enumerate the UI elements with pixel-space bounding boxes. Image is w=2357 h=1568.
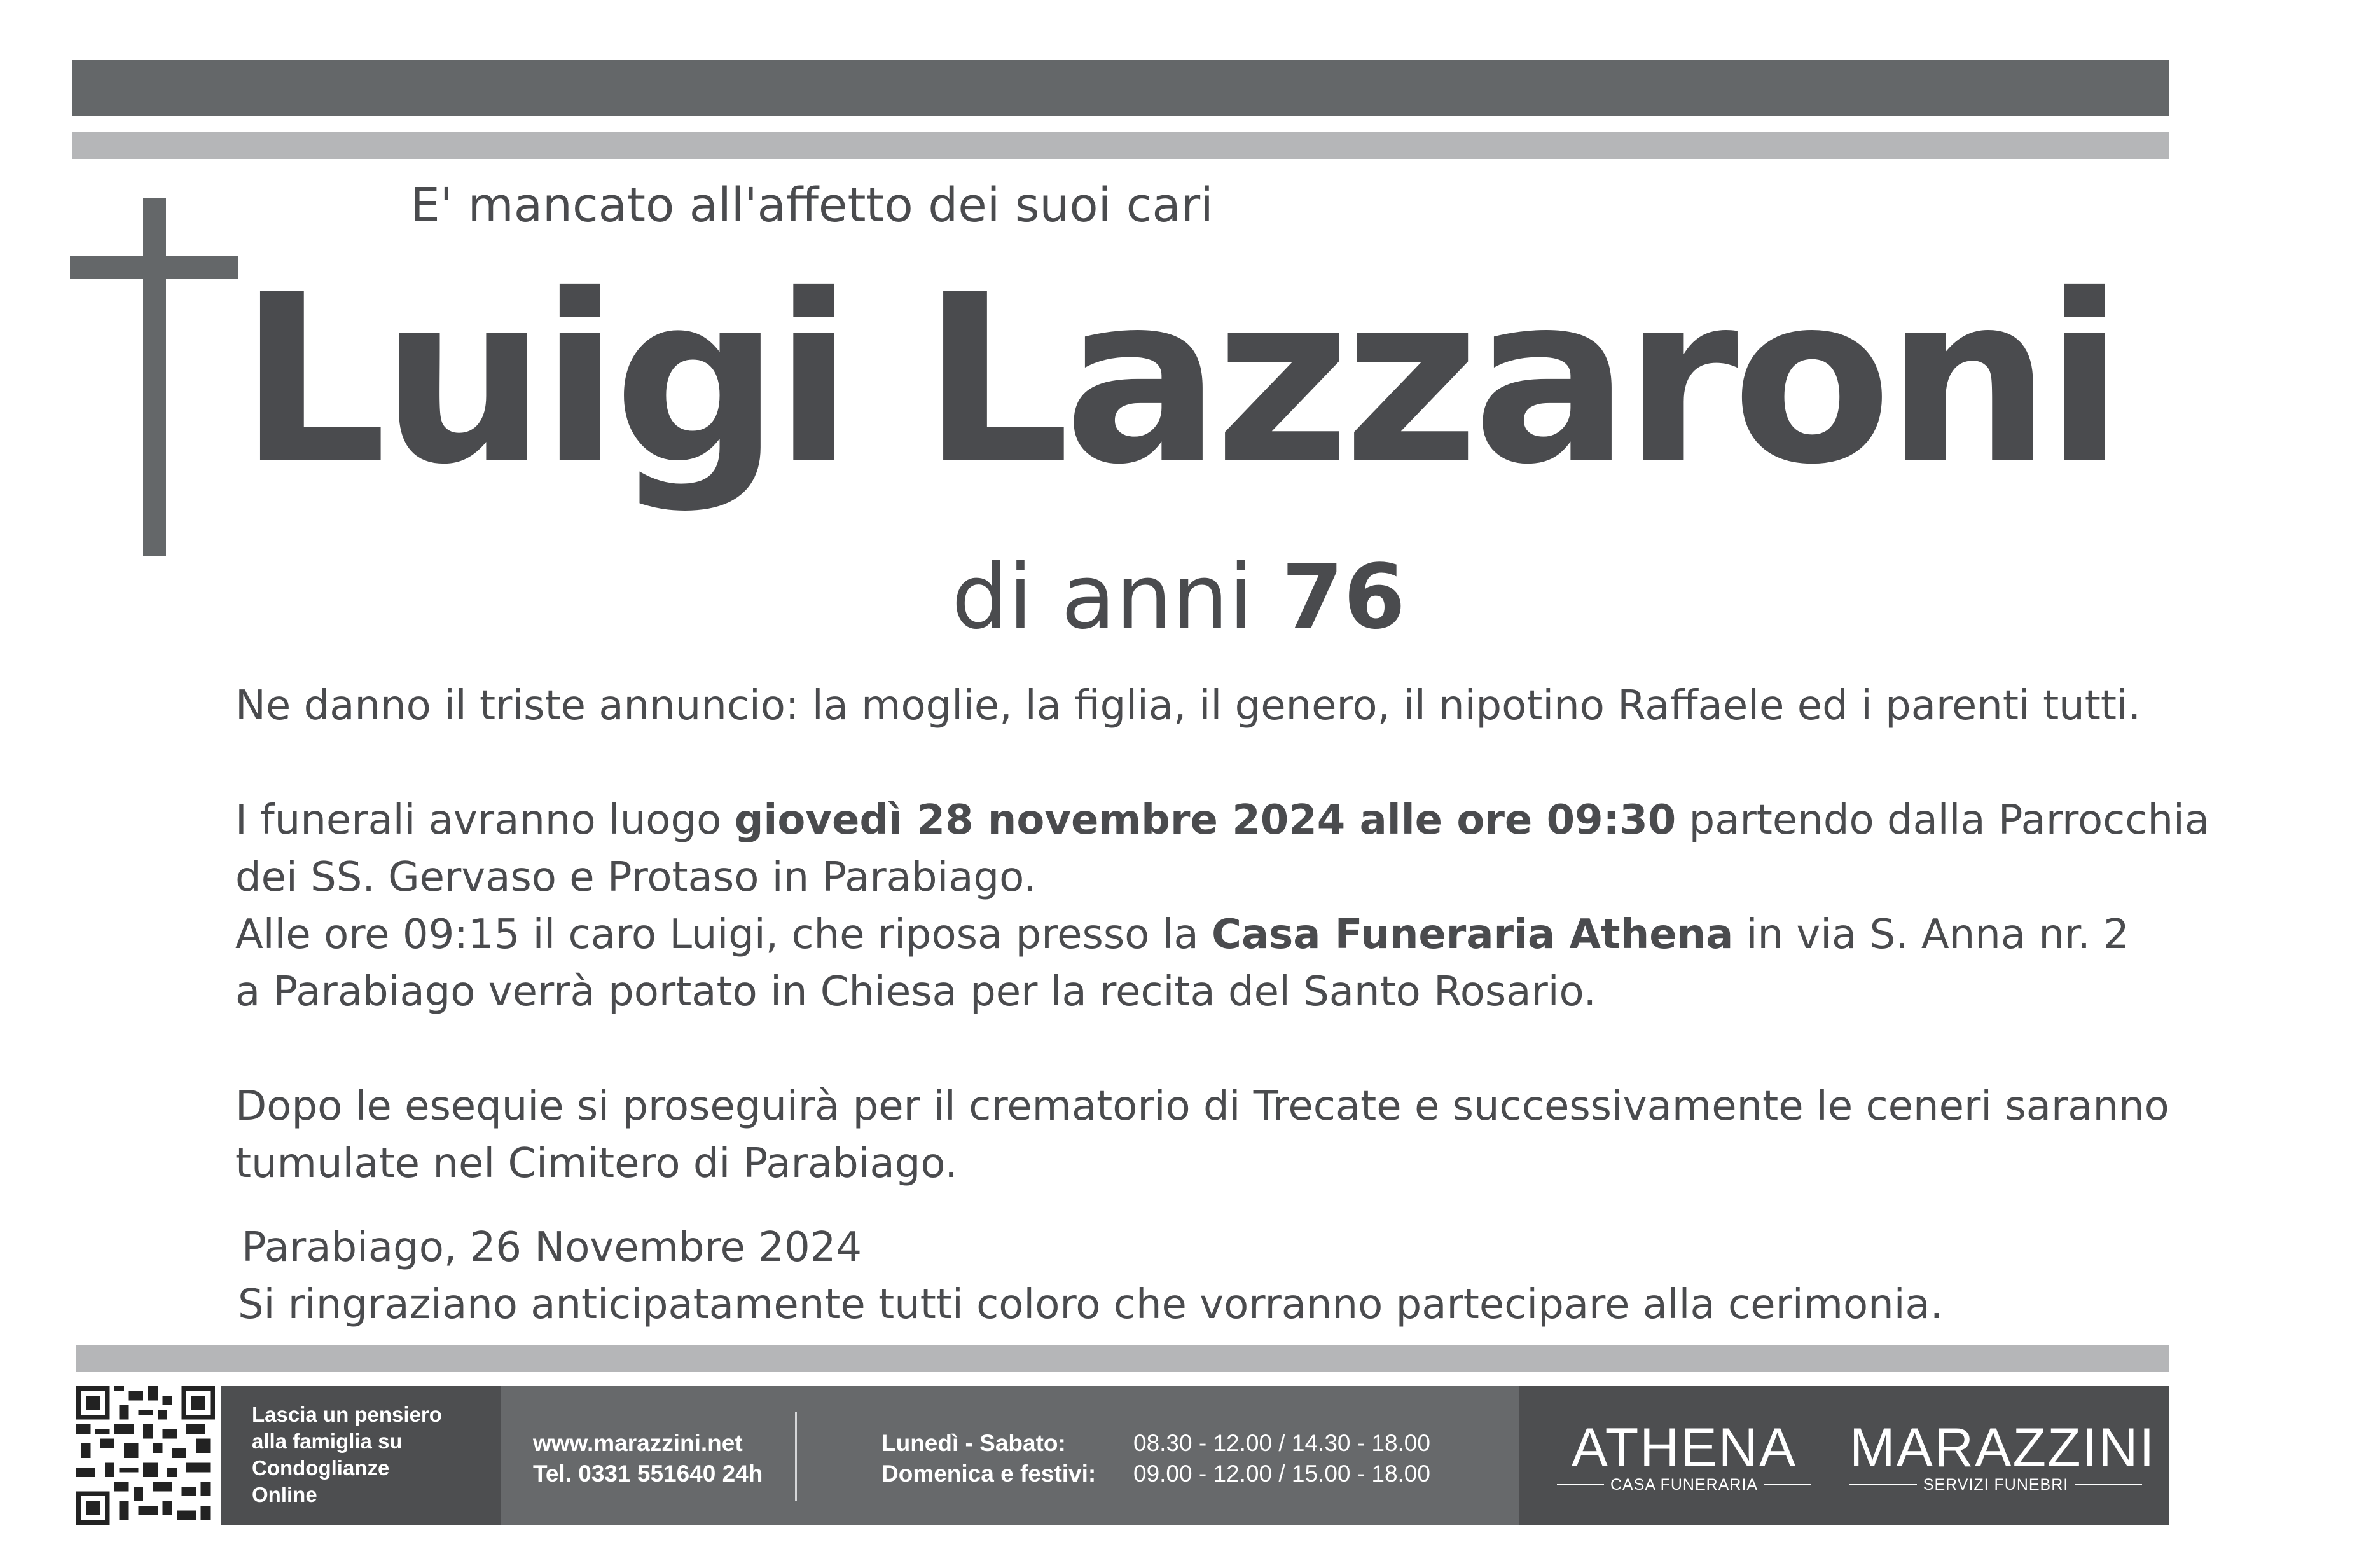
intro-text: E' mancato all'affetto dei suoi cari [410,178,1213,233]
date-place: Parabiago, 26 Novembre 2024 [242,1224,862,1271]
brand-sub: CASA FUNERARIA [1610,1476,1759,1494]
condolences-panel[interactable] [221,1386,501,1525]
contact-info [533,1428,763,1489]
hours-row [881,1428,1430,1459]
announcement-body [235,677,2271,1192]
age-value: 76 [1282,546,1406,649]
cremation-line-1: Dopo le esequie si proseguirà per il crematorio di Trecate e successivamente le ceneri saranno [235,1083,2169,1130]
funeral-line-3 [235,906,2271,963]
top-dark-bar [72,60,2169,116]
contact-panel [501,1386,1519,1525]
age-line [0,544,2357,651]
funeral-text: partendo dalla Parrocchia [1676,797,2210,844]
footer [76,1386,2169,1525]
funeral-home-name: Casa Funeraria Athena [1212,911,1734,958]
deceased-name: Luigi Lazzaroni [238,245,2119,516]
funeral-line-2: dei SS. Gervaso e Protaso in Parabiago. [235,854,1037,901]
condolences-line: Lascia un pensiero [252,1403,442,1426]
funeral-datetime: giovedì 28 novembre 2024 alle ore 09:30 [734,797,1676,844]
hours-value: 09.00 - 12.00 / 15.00 - 18.00 [1133,1461,1430,1487]
qr-code-icon[interactable] [76,1386,215,1525]
funeral-text: Alle ore 09:15 il caro Luigi, che riposa presso la [235,911,1212,958]
phone-number[interactable]: Tel. 0331 551640 24h [533,1461,763,1487]
age-prefix: di anni [951,546,1254,649]
condolences-line: alla famiglia su [252,1429,403,1453]
condolences-line: Online [252,1483,317,1506]
hours-label: Lunedì - Sabato: [881,1430,1066,1456]
athena-logo [1557,1419,1811,1493]
funeral-line-4: a Parabiago verrà portato in Chiesa per la recita del Santo Rosario. [235,968,1596,1015]
hours-row [881,1459,1430,1489]
announcement-line: Ne danno il triste annuncio: la moglie, la figlia, il genero, il nipotino Raffaele ed i parenti tutti. [235,682,2141,729]
brands-panel [1519,1386,2169,1525]
website-link[interactable]: www.marazzini.net [533,1430,743,1456]
funeral-text: I funerali avranno luogo [235,797,735,844]
hours-value: 08.30 - 12.00 / 14.30 - 18.00 [1133,1430,1430,1456]
hours-label: Domenica e festivi: [881,1461,1096,1487]
brand-name: ATHENA [1571,1417,1797,1478]
footer-divider [795,1412,797,1501]
bottom-light-bar [76,1345,2169,1372]
funeral-text: in via S. Anna nr. 2 [1733,911,2129,958]
thanks-line: Si ringraziano anticipatamente tutti coloro che vorranno partecipare alla cerimonia. [238,1281,1944,1328]
top-light-bar [72,132,2169,159]
cremation-line-2: tumulate nel Cimitero di Parabiago. [235,1140,958,1187]
condolences-line: Condoglianze [252,1456,390,1480]
funeral-line-1 [235,792,2271,849]
opening-hours [881,1428,1430,1489]
marazzini-logo [1849,1417,2156,1494]
brand-sub: SERVIZI FUNEBRI [1923,1476,2069,1494]
brand-name: MARAZZINI [1849,1417,2156,1478]
